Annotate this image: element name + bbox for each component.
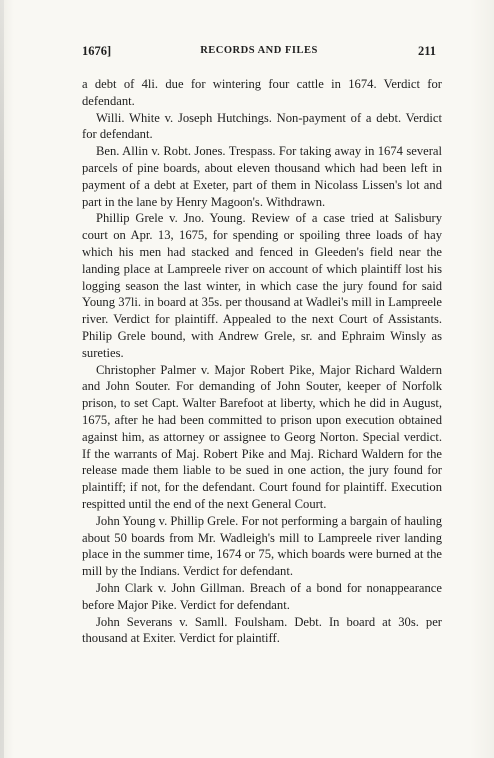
paragraph-white-v-hutchings: Willi. White v. Joseph Hutchings. Non-payment of a debt. Verdict for defendant. [82, 110, 442, 142]
running-header [82, 44, 436, 62]
paragraph-clark-v-gillman: John Clark v. John Gillman. Breach of a bond for nonappearance before Major Pike. Verdict for defendant. [82, 580, 442, 612]
page-number: 211 [417, 44, 436, 58]
page-body [82, 76, 442, 647]
paragraph-debt-continuation: a debt of 4li. due for wintering four cattle in 1674. Verdict for defendant. [82, 77, 442, 108]
paragraph-allin-v-jones: Ben. Allin v. Robt. Jones. Trespass. For taking away in 1674 several parcels of pine boards, about eleven thousand which had been left in payment of a debt at Exeter, part of them in Nicolass Lissen's lot and part in the lane by Henry Magoon's. Withdrawn. [82, 144, 442, 209]
paragraph-severans-v-foulsham: John Severans v. Samll. Foulsham. Debt. In board at 30s. per thousand at Exiter. Verdict for plaintiff. [82, 614, 442, 646]
paragraph-grele-v-young: Phillip Grele v. Jno. Young. Review of a case tried at Salisbury court on Apr. 13, 1675, for spending or spoiling three loads of hay which his men had stacked and fenced in Gleeden's field near the landing place at Lampreele river on account of which plaintiff lost his logging season the last winter, in which case the jury found for said Young 37li. in board at 35s. per thousand at Wadlei's mill in Lampreele river. Verdict for plaintiff. Appealed to the next Court of Assistants. Philip Grele bound, with Andrew Grele, sr. and Ephraim Winsly as sureties. [82, 211, 442, 360]
page-binding-edge [0, 0, 4, 758]
paragraph-palmer-v-pike: Christopher Palmer v. Major Robert Pike, Major Richard Waldern and John Souter. For demanding of John Souter, keeper of Norfolk prison, to set Capt. Walter Barefoot at liberty, which he did in August, 1675, after he had been committed to prison upon execution obtained against him, as attorney or assignee to Georg Norton. Special verdict. If the warrants of Maj. Robert Pike and Maj. Richard Waldern for the release made them liable to be sued in one action, the jury found for plaintiff; if not, for the defendant. Court found for plaintiff. Execution respitted until the end of the next General Court. [82, 362, 442, 511]
paragraph-young-v-grele: John Young v. Phillip Grele. For not performing a bargain of hauling about 50 boards from Mr. Wadleigh's mill to Lampreele river landing place in the summer time, 1674 or 75, which boards were burned at the mill by the Indians. Verdict for defendant. [82, 513, 442, 579]
header-year: 1676] [82, 44, 112, 58]
header-title: RECORDS AND FILES [200, 45, 318, 56]
